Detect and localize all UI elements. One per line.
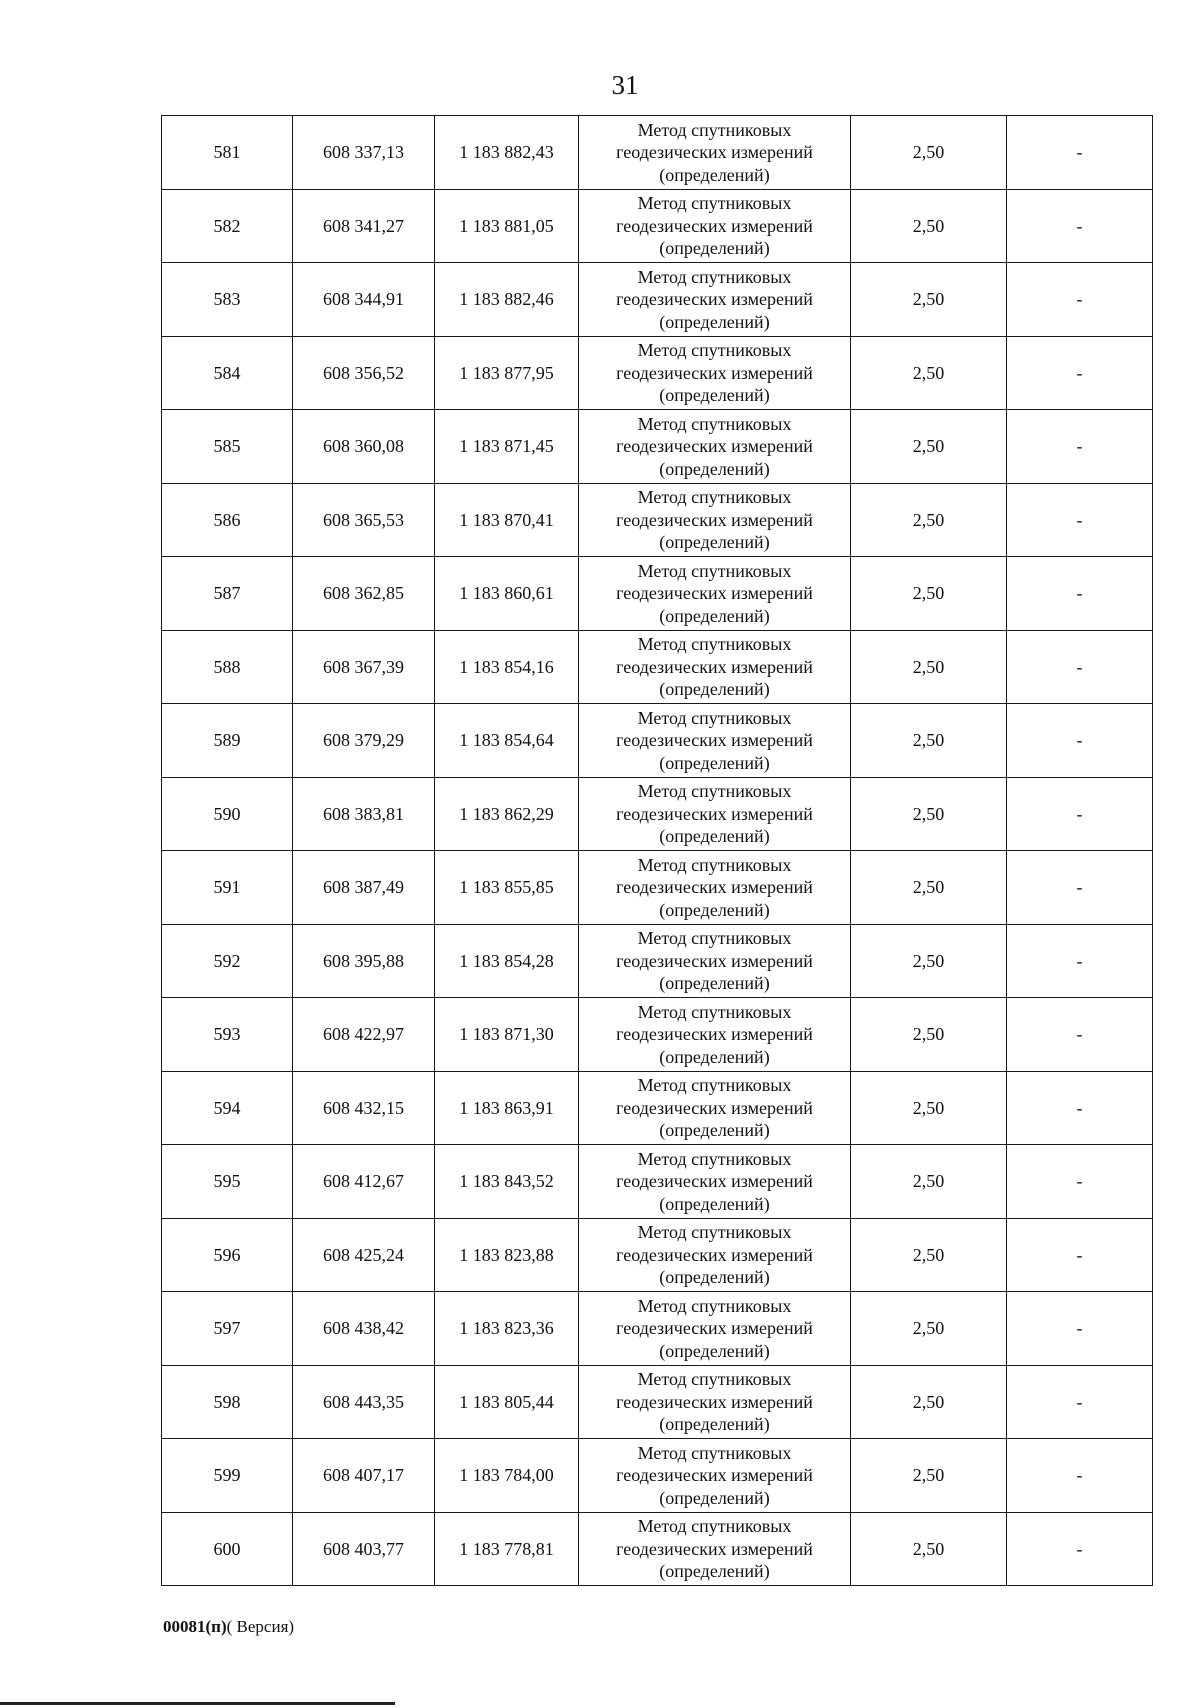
y-coordinate-cell: 1 183 871,45 <box>435 410 579 484</box>
method-cell <box>579 557 851 631</box>
note-cell: - <box>1007 1512 1153 1586</box>
y-coordinate-cell: 1 183 862,29 <box>435 777 579 851</box>
page-number: 31 <box>611 70 639 100</box>
method-text-line: Метод спутниковых <box>637 854 792 875</box>
x-coordinate-cell: 608 438,42 <box>293 1292 435 1366</box>
note-cell: - <box>1007 704 1153 778</box>
table-row <box>162 777 1153 851</box>
method-text-line: Метод спутниковых <box>637 1369 792 1389</box>
accuracy-cell: 2,50 <box>851 1071 1007 1145</box>
accuracy-cell: 2,50 <box>851 777 1007 851</box>
table-row <box>162 630 1153 704</box>
point-number-cell: 585 <box>162 410 293 484</box>
method-text-line: геодезических измерений <box>616 362 813 383</box>
method-text-line: Метод спутниковых <box>637 193 792 213</box>
point-number-cell: 596 <box>162 1218 293 1292</box>
method-text-line: (определений) <box>659 605 770 626</box>
method-text-line: Метод спутниковых <box>637 1148 792 1169</box>
point-number-cell: 594 <box>162 1071 293 1145</box>
note-cell: - <box>1007 336 1153 410</box>
method-text-line: геодезических измерений <box>616 803 813 824</box>
method-text-line: (определений) <box>659 1340 770 1361</box>
accuracy-cell: 2,50 <box>851 1512 1007 1586</box>
note-cell: - <box>1007 1365 1153 1439</box>
point-number-cell: 591 <box>162 851 293 925</box>
x-coordinate-cell: 608 356,52 <box>293 336 435 410</box>
x-coordinate-cell: 608 341,27 <box>293 189 435 263</box>
method-text-line: Метод спутниковых <box>637 1001 792 1022</box>
y-coordinate-cell: 1 183 877,95 <box>435 336 579 410</box>
x-coordinate-cell: 608 360,08 <box>293 410 435 484</box>
x-coordinate-cell: 608 383,81 <box>293 777 435 851</box>
method-text-line: геодезических измерений <box>616 730 813 750</box>
y-coordinate-cell: 1 183 823,36 <box>435 1292 579 1366</box>
method-text-line: геодезических измерений <box>616 215 813 236</box>
method-text-line: геодезических измерений <box>616 289 813 309</box>
method-text-line: (определений) <box>659 1120 770 1140</box>
x-coordinate-cell: 608 422,97 <box>293 998 435 1072</box>
table-row <box>162 1071 1153 1145</box>
method-text-line: геодезических измерений <box>616 583 813 603</box>
method-cell <box>579 1292 851 1366</box>
accuracy-cell: 2,50 <box>851 116 1007 190</box>
method-text-line: Метод спутниковых <box>637 1442 792 1463</box>
y-coordinate-cell: 1 183 823,88 <box>435 1218 579 1292</box>
method-text-line: геодезических измерений <box>616 1097 813 1118</box>
accuracy-cell: 2,50 <box>851 263 1007 337</box>
method-cell <box>579 410 851 484</box>
note-cell: - <box>1007 263 1153 337</box>
point-number-cell: 586 <box>162 483 293 557</box>
point-number-cell: 597 <box>162 1292 293 1366</box>
method-text-line: геодезических измерений <box>616 436 813 456</box>
x-coordinate-cell: 608 379,29 <box>293 704 435 778</box>
note-cell: - <box>1007 410 1153 484</box>
method-cell <box>579 116 851 190</box>
method-text-line: Метод спутниковых <box>637 707 792 728</box>
point-number-cell: 588 <box>162 630 293 704</box>
point-number-cell: 589 <box>162 704 293 778</box>
y-coordinate-cell: 1 183 854,64 <box>435 704 579 778</box>
document-footer <box>163 1617 294 1637</box>
method-text-line: (определений) <box>659 311 770 332</box>
point-number-cell: 581 <box>162 116 293 190</box>
method-cell <box>579 704 851 778</box>
method-text-line: геодезических измерений <box>616 1391 813 1412</box>
method-text-line: геодезических измерений <box>616 1318 813 1338</box>
point-number-cell: 587 <box>162 557 293 631</box>
method-text-line: Метод спутниковых <box>637 1075 792 1095</box>
method-cell <box>579 1512 851 1586</box>
note-cell: - <box>1007 1071 1153 1145</box>
method-cell <box>579 1071 851 1145</box>
method-text-line: (определений) <box>659 164 770 185</box>
accuracy-cell: 2,50 <box>851 998 1007 1072</box>
method-text-line: Метод спутниковых <box>637 781 792 801</box>
x-coordinate-cell: 608 362,85 <box>293 557 435 631</box>
note-cell: - <box>1007 1292 1153 1366</box>
point-number-cell: 593 <box>162 998 293 1072</box>
x-coordinate-cell: 608 387,49 <box>293 851 435 925</box>
y-coordinate-cell: 1 183 843,52 <box>435 1145 579 1219</box>
y-coordinate-cell: 1 183 860,61 <box>435 557 579 631</box>
method-text-line: (определений) <box>659 532 770 552</box>
point-number-cell: 598 <box>162 1365 293 1439</box>
note-cell: - <box>1007 189 1153 263</box>
table-row <box>162 189 1153 263</box>
note-cell: - <box>1007 630 1153 704</box>
table-row <box>162 263 1153 337</box>
accuracy-cell: 2,50 <box>851 851 1007 925</box>
table-row <box>162 1145 1153 1219</box>
coordinates-table-body <box>162 116 1153 1586</box>
method-text-line: геодезических измерений <box>616 1465 813 1485</box>
accuracy-cell: 2,50 <box>851 630 1007 704</box>
method-text-line: геодезических измерений <box>616 1171 813 1191</box>
method-text-line: (определений) <box>659 458 770 479</box>
y-coordinate-cell: 1 183 871,30 <box>435 998 579 1072</box>
accuracy-cell: 2,50 <box>851 189 1007 263</box>
y-coordinate-cell: 1 183 881,05 <box>435 189 579 263</box>
method-text-line: Метод спутниковых <box>637 119 792 140</box>
method-text-line: Метод спутниковых <box>637 1516 792 1536</box>
method-text-line: геодезических измерений <box>616 877 813 897</box>
method-text-line: (определений) <box>659 1046 770 1067</box>
note-cell: - <box>1007 777 1153 851</box>
method-cell <box>579 1365 851 1439</box>
y-coordinate-cell: 1 183 854,16 <box>435 630 579 704</box>
method-text-line: геодезических измерений <box>616 656 813 677</box>
y-coordinate-cell: 1 183 855,85 <box>435 851 579 925</box>
accuracy-cell: 2,50 <box>851 483 1007 557</box>
accuracy-cell: 2,50 <box>851 336 1007 410</box>
point-number-cell: 590 <box>162 777 293 851</box>
table-row <box>162 1439 1153 1513</box>
method-text-line: Метод спутниковых <box>637 634 792 654</box>
method-cell <box>579 483 851 557</box>
table-row <box>162 998 1153 1072</box>
y-coordinate-cell: 1 183 805,44 <box>435 1365 579 1439</box>
method-text-line: Метод спутниковых <box>637 560 792 581</box>
accuracy-cell: 2,50 <box>851 704 1007 778</box>
method-text-line: Метод спутниковых <box>637 487 792 507</box>
coordinates-table <box>161 115 1153 1586</box>
method-text-line: (определений) <box>659 1561 770 1581</box>
point-number-cell: 600 <box>162 1512 293 1586</box>
method-text-line: (определений) <box>659 826 770 846</box>
method-cell <box>579 924 851 998</box>
x-coordinate-cell: 608 344,91 <box>293 263 435 337</box>
method-text-line: (определений) <box>659 1414 770 1434</box>
point-number-cell: 599 <box>162 1439 293 1513</box>
method-text-line: геодезических измерений <box>616 142 813 162</box>
table-row <box>162 1512 1153 1586</box>
x-coordinate-cell: 608 432,15 <box>293 1071 435 1145</box>
document-code: 00081(п) <box>163 1617 227 1636</box>
method-cell <box>579 777 851 851</box>
note-cell: - <box>1007 1439 1153 1513</box>
method-cell <box>579 1218 851 1292</box>
table-row <box>162 483 1153 557</box>
table-row <box>162 1218 1153 1292</box>
method-cell <box>579 851 851 925</box>
method-text-line: (определений) <box>659 385 770 405</box>
table-row <box>162 1292 1153 1366</box>
x-coordinate-cell: 608 337,13 <box>293 116 435 190</box>
method-cell <box>579 336 851 410</box>
point-number-cell: 584 <box>162 336 293 410</box>
accuracy-cell: 2,50 <box>851 557 1007 631</box>
x-coordinate-cell: 608 443,35 <box>293 1365 435 1439</box>
table-row <box>162 1365 1153 1439</box>
document-version: ( Версия) <box>226 1617 295 1636</box>
method-text-line: Метод спутниковых <box>637 266 792 287</box>
method-text-line: Метод спутниковых <box>637 1222 792 1242</box>
point-number-cell: 583 <box>162 263 293 337</box>
method-text-line: (определений) <box>659 1487 770 1508</box>
method-text-line: Метод спутниковых <box>637 1295 792 1316</box>
x-coordinate-cell: 608 395,88 <box>293 924 435 998</box>
scan-edge-line <box>0 1702 395 1705</box>
x-coordinate-cell: 608 365,53 <box>293 483 435 557</box>
method-text-line: геодезических измерений <box>616 1538 813 1559</box>
method-cell <box>579 998 851 1072</box>
x-coordinate-cell: 608 367,39 <box>293 630 435 704</box>
accuracy-cell: 2,50 <box>851 1292 1007 1366</box>
method-text-line: (определений) <box>659 899 770 920</box>
y-coordinate-cell: 1 183 778,81 <box>435 1512 579 1586</box>
note-cell: - <box>1007 116 1153 190</box>
note-cell: - <box>1007 1145 1153 1219</box>
accuracy-cell: 2,50 <box>851 410 1007 484</box>
note-cell: - <box>1007 851 1153 925</box>
method-text-line: геодезических измерений <box>616 1244 813 1265</box>
note-cell: - <box>1007 557 1153 631</box>
table-row <box>162 704 1153 778</box>
x-coordinate-cell: 608 403,77 <box>293 1512 435 1586</box>
point-number-cell: 582 <box>162 189 293 263</box>
method-text-line: (определений) <box>659 1193 770 1214</box>
table-row <box>162 336 1153 410</box>
x-coordinate-cell: 608 407,17 <box>293 1439 435 1513</box>
accuracy-cell: 2,50 <box>851 1218 1007 1292</box>
note-cell: - <box>1007 1218 1153 1292</box>
note-cell: - <box>1007 998 1153 1072</box>
y-coordinate-cell: 1 183 870,41 <box>435 483 579 557</box>
table-row <box>162 557 1153 631</box>
note-cell: - <box>1007 483 1153 557</box>
note-cell: - <box>1007 924 1153 998</box>
accuracy-cell: 2,50 <box>851 1145 1007 1219</box>
method-text-line: (определений) <box>659 679 770 699</box>
y-coordinate-cell: 1 183 882,43 <box>435 116 579 190</box>
method-cell <box>579 189 851 263</box>
y-coordinate-cell: 1 183 882,46 <box>435 263 579 337</box>
table-row <box>162 851 1153 925</box>
method-text-line: Метод спутниковых <box>637 340 792 360</box>
method-text-line: (определений) <box>659 238 770 258</box>
method-text-line: геодезических измерений <box>616 1024 813 1044</box>
y-coordinate-cell: 1 183 854,28 <box>435 924 579 998</box>
method-text-line: (определений) <box>659 1267 770 1287</box>
method-cell <box>579 1439 851 1513</box>
table-row <box>162 116 1153 190</box>
method-text-line: Метод спутниковых <box>637 413 792 434</box>
table-row <box>162 410 1153 484</box>
method-text-line: Метод спутниковых <box>637 928 792 948</box>
point-number-cell: 592 <box>162 924 293 998</box>
method-cell <box>579 1145 851 1219</box>
x-coordinate-cell: 608 425,24 <box>293 1218 435 1292</box>
method-cell <box>579 630 851 704</box>
accuracy-cell: 2,50 <box>851 1365 1007 1439</box>
method-text-line: геодезических измерений <box>616 950 813 971</box>
method-text-line: (определений) <box>659 752 770 773</box>
method-text-line: геодезических измерений <box>616 509 813 530</box>
accuracy-cell: 2,50 <box>851 924 1007 998</box>
point-number-cell: 595 <box>162 1145 293 1219</box>
table-row <box>162 924 1153 998</box>
method-cell <box>579 263 851 337</box>
accuracy-cell: 2,50 <box>851 1439 1007 1513</box>
y-coordinate-cell: 1 183 863,91 <box>435 1071 579 1145</box>
method-text-line: (определений) <box>659 973 770 993</box>
x-coordinate-cell: 608 412,67 <box>293 1145 435 1219</box>
y-coordinate-cell: 1 183 784,00 <box>435 1439 579 1513</box>
